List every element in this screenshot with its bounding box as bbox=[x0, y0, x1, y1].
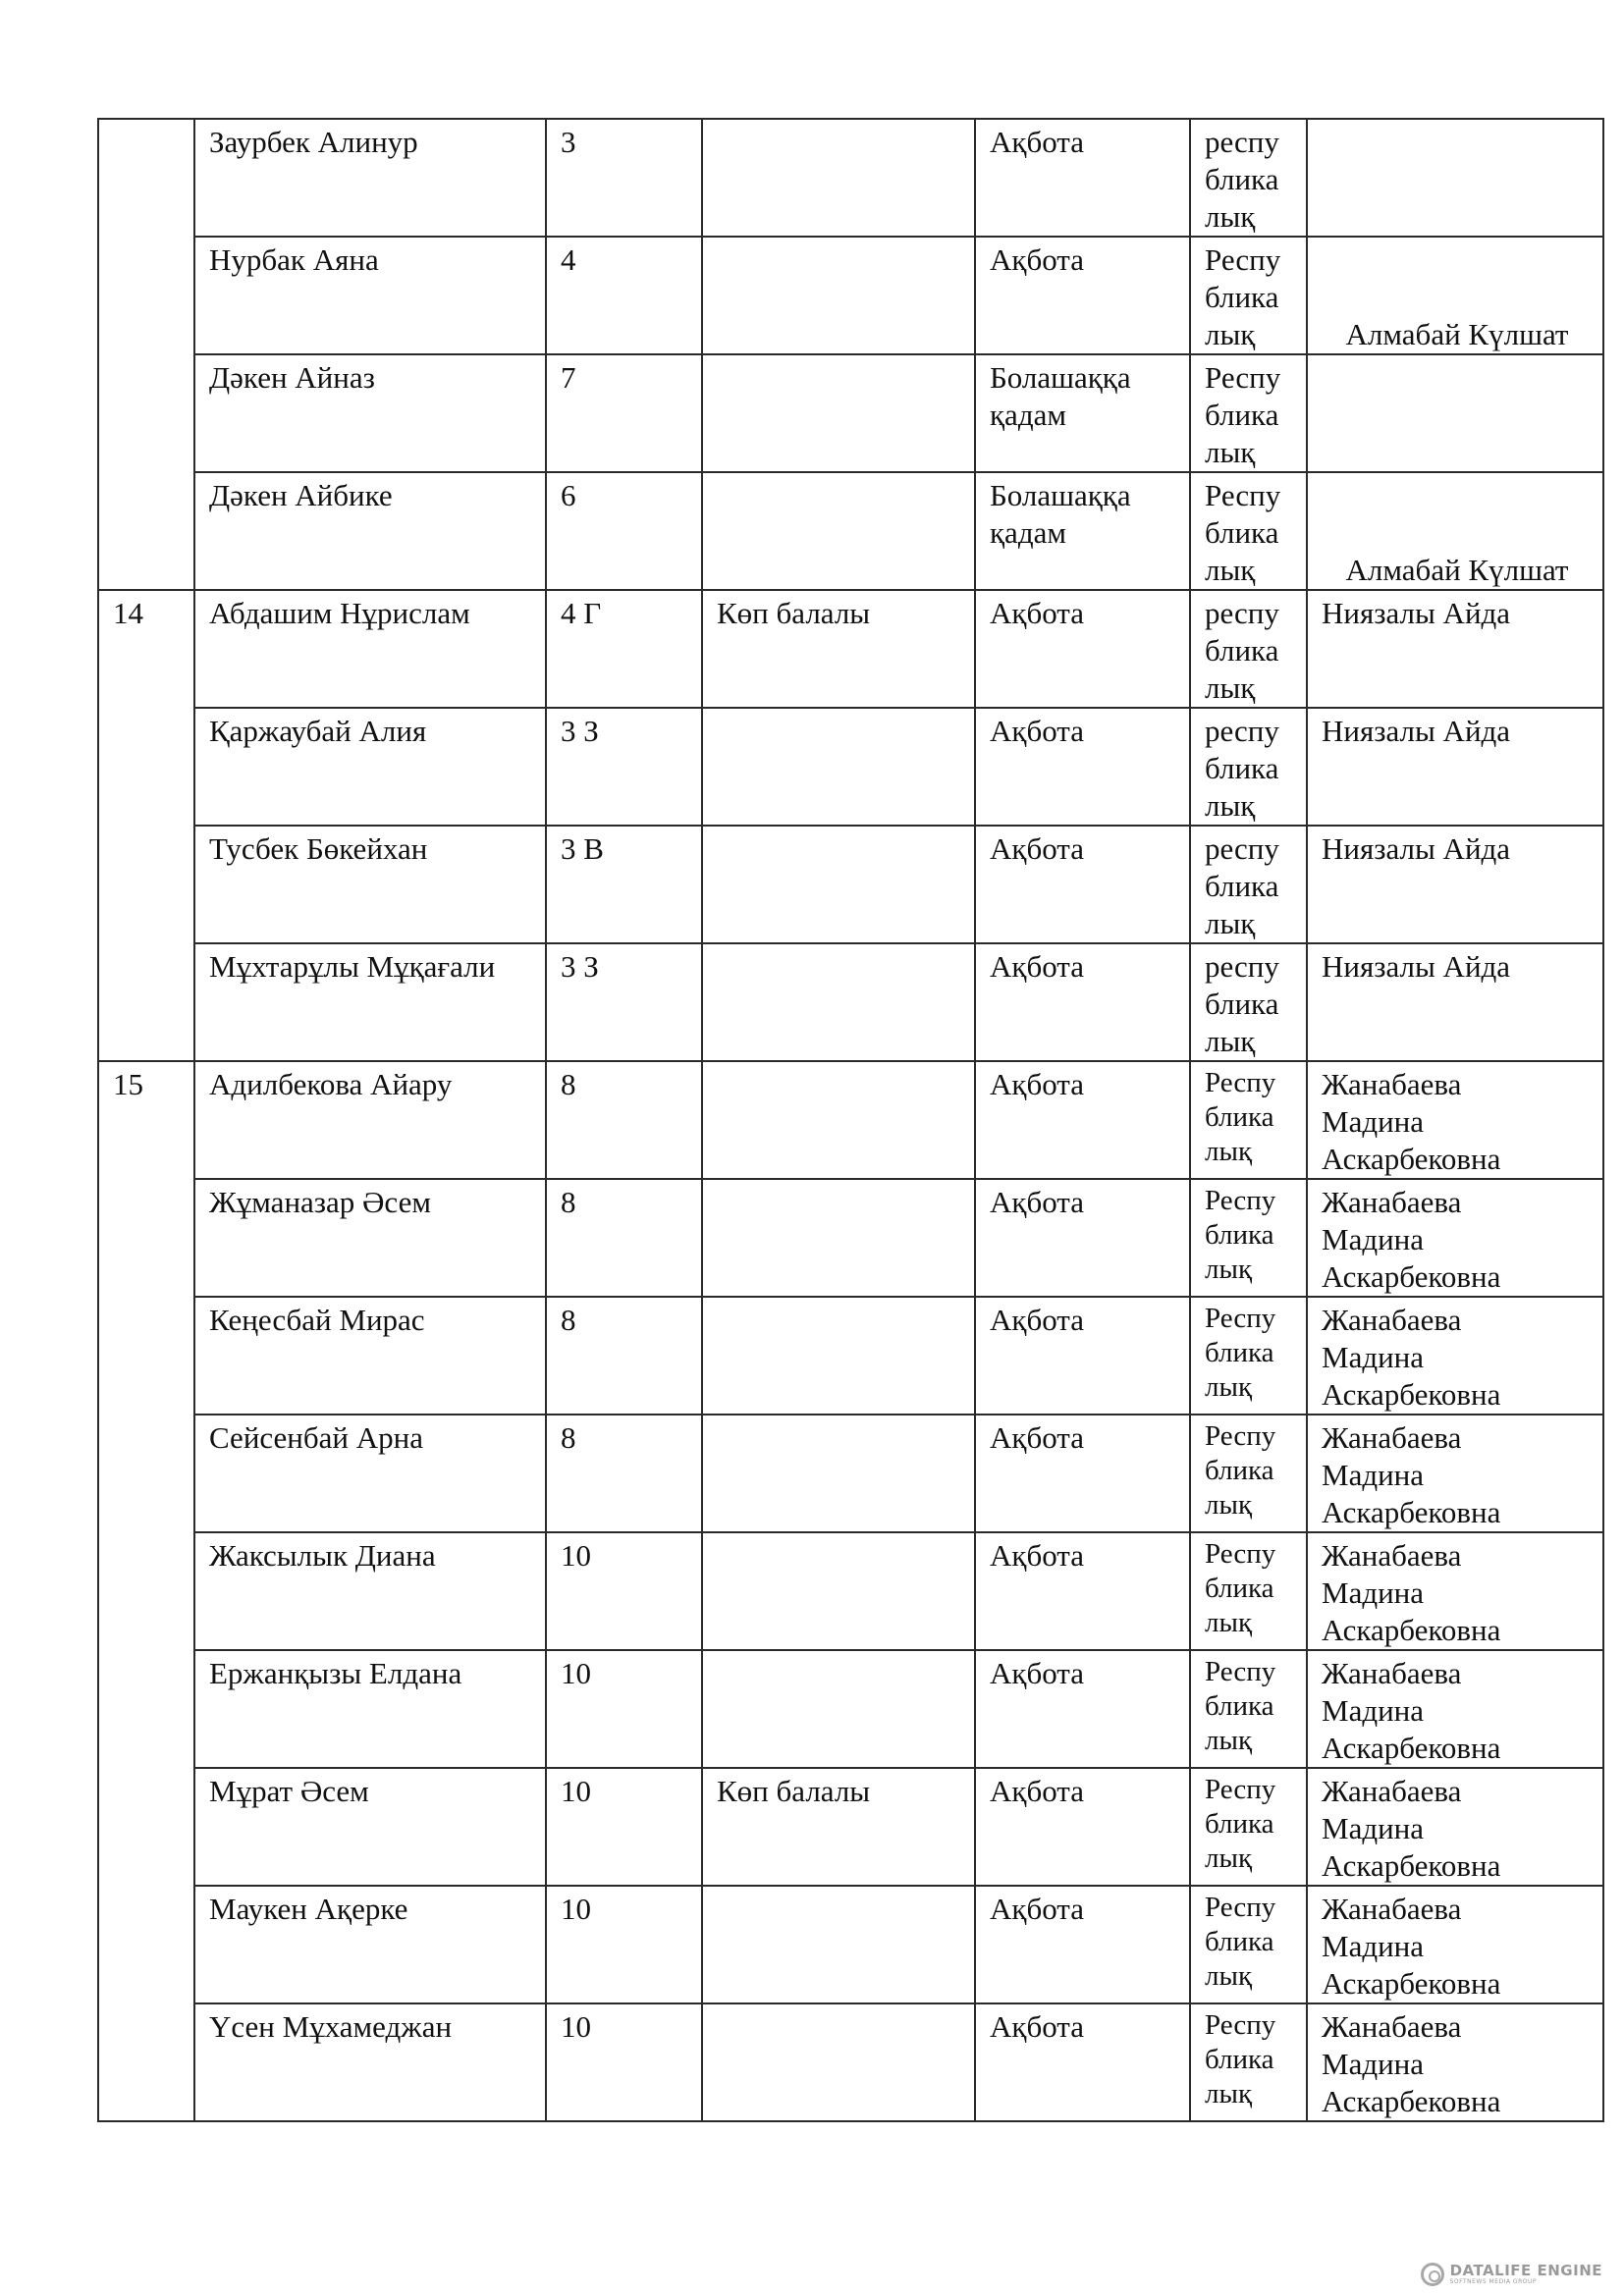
table-row bbox=[98, 1650, 1603, 1768]
supervisor-text-line: Аскарбековна bbox=[1322, 1377, 1501, 1412]
supervisor-cell bbox=[1307, 1297, 1603, 1415]
supervisor-text-line: Аскарбековна bbox=[1322, 1142, 1501, 1176]
table-row bbox=[98, 2003, 1603, 2121]
level-text-line: Респу bbox=[1205, 1067, 1276, 1098]
category-cell bbox=[702, 2003, 975, 2121]
supervisor-cell bbox=[1307, 237, 1603, 354]
level-cell bbox=[1190, 826, 1307, 943]
project-cell: Ақбота bbox=[975, 1415, 1190, 1532]
grade-cell: 3 bbox=[546, 119, 702, 237]
level-text-line: блика bbox=[1205, 2044, 1274, 2075]
supervisor-text-line: Жанабаева bbox=[1322, 2009, 1462, 2044]
level-text-line: лық bbox=[1205, 1842, 1253, 1874]
supervisor-text-line: Жанабаева bbox=[1322, 1656, 1462, 1690]
level-text-line: респу bbox=[1205, 125, 1279, 159]
level-text-line: блика bbox=[1205, 1926, 1274, 1957]
supervisor-text-line: Мадина bbox=[1322, 1340, 1425, 1374]
student-name-cell: Заурбек Алинур bbox=[194, 119, 546, 237]
level-text-line: блика bbox=[1205, 1337, 1274, 1368]
grade-cell: 8 bbox=[546, 1415, 702, 1532]
project-cell: Ақбота bbox=[975, 590, 1190, 708]
supervisor-text-line: Мадина bbox=[1322, 1811, 1425, 1845]
supervisor-text-line: Мадина bbox=[1322, 1929, 1425, 1963]
level-text-line: блика bbox=[1205, 515, 1279, 550]
level-text-line: лық bbox=[1205, 553, 1256, 587]
level-text-line: лық bbox=[1205, 1371, 1253, 1403]
level-text-line: блика bbox=[1205, 633, 1279, 667]
table-row bbox=[98, 354, 1603, 472]
supervisor-cell bbox=[1307, 708, 1603, 826]
level-text-line: лық bbox=[1205, 435, 1256, 469]
grade-cell: 10 bbox=[546, 1886, 702, 2003]
level-text-line: лық bbox=[1205, 1489, 1253, 1521]
student-name-cell: Үсен Мұхамеджан bbox=[194, 2003, 546, 2121]
level-text-line: блика bbox=[1205, 1690, 1274, 1722]
project-cell: Ақбота bbox=[975, 1179, 1190, 1297]
grade-cell: 8 bbox=[546, 1297, 702, 1415]
grade-cell: 7 bbox=[546, 354, 702, 472]
category-cell bbox=[702, 826, 975, 943]
level-text-line: Респу bbox=[1205, 1420, 1276, 1452]
project-cell: Ақбота bbox=[975, 826, 1190, 943]
project-cell: Ақбота bbox=[975, 1886, 1190, 2003]
student-name-cell: Сейсенбай Арна bbox=[194, 1415, 546, 1532]
supervisor-text: Алмабай Күлшат bbox=[1345, 317, 1569, 351]
grade-cell: 8 bbox=[546, 1061, 702, 1179]
watermark bbox=[1421, 2263, 1602, 2286]
level-cell bbox=[1190, 1650, 1307, 1768]
table-row bbox=[98, 590, 1603, 708]
supervisor-text-line: Жанабаева bbox=[1322, 1067, 1462, 1101]
table-row bbox=[98, 119, 1603, 237]
student-name-cell: Жаксылык Диана bbox=[194, 1532, 546, 1650]
group-number-cell bbox=[98, 119, 194, 590]
level-text-line: блика bbox=[1205, 869, 1279, 903]
level-cell bbox=[1190, 1061, 1307, 1179]
supervisor-text-line: Жанабаева bbox=[1322, 1420, 1462, 1455]
supervisor-cell bbox=[1307, 354, 1603, 472]
grade-cell: 10 bbox=[546, 1650, 702, 1768]
supervisor-text: Ниязалы Айда bbox=[1322, 714, 1511, 748]
table-row bbox=[98, 1061, 1603, 1179]
level-cell bbox=[1190, 1415, 1307, 1532]
table-row bbox=[98, 472, 1603, 590]
table-row bbox=[98, 1886, 1603, 2003]
grade-cell: 6 bbox=[546, 472, 702, 590]
supervisor-text-line: Аскарбековна bbox=[1322, 1495, 1501, 1529]
grade-cell: 8 bbox=[546, 1179, 702, 1297]
level-text-line: лық bbox=[1205, 317, 1256, 351]
supervisor-text: Ниязалы Айда bbox=[1322, 949, 1511, 984]
level-text-line: блика bbox=[1205, 751, 1279, 785]
level-text-line: лық bbox=[1205, 1254, 1253, 1285]
supervisor-text-line: Жанабаева bbox=[1322, 1892, 1462, 1926]
student-name-cell: Ержанқызы Елдана bbox=[194, 1650, 546, 1768]
supervisor-text-line: Жанабаева bbox=[1322, 1303, 1462, 1337]
supervisor-cell bbox=[1307, 1532, 1603, 1650]
category-cell: Көп балалы bbox=[702, 1768, 975, 1886]
level-text-line: лық bbox=[1205, 1725, 1253, 1756]
supervisor-text-line: Жанабаева bbox=[1322, 1774, 1462, 1808]
group-number-cell: 14 bbox=[98, 590, 194, 1061]
level-text-line: Респу bbox=[1205, 1303, 1276, 1334]
level-text-line: лық bbox=[1205, 199, 1256, 234]
level-text-line: Респу bbox=[1205, 1774, 1276, 1805]
level-text-line: блика bbox=[1205, 162, 1279, 196]
category-cell bbox=[702, 237, 975, 354]
level-text-line: респу bbox=[1205, 714, 1279, 748]
project-cell: Ақбота bbox=[975, 119, 1190, 237]
supervisor-text-line: Мадина bbox=[1322, 1458, 1425, 1492]
student-name-cell: Мұрат Әсем bbox=[194, 1768, 546, 1886]
student-name-cell: Маукен Ақерке bbox=[194, 1886, 546, 2003]
level-cell bbox=[1190, 590, 1307, 708]
level-cell bbox=[1190, 1886, 1307, 2003]
level-text-line: лық bbox=[1205, 1024, 1256, 1058]
category-cell bbox=[702, 1061, 975, 1179]
supervisor-text: Ниязалы Айда bbox=[1322, 596, 1511, 630]
level-cell bbox=[1190, 354, 1307, 472]
project-cell: Ақбота bbox=[975, 2003, 1190, 2121]
datalife-logo-icon bbox=[1421, 2263, 1444, 2286]
category-cell bbox=[702, 1179, 975, 1297]
level-cell bbox=[1190, 472, 1307, 590]
level-cell bbox=[1190, 119, 1307, 237]
category-cell bbox=[702, 1532, 975, 1650]
category-cell bbox=[702, 1297, 975, 1415]
project-cell: Ақбота bbox=[975, 1297, 1190, 1415]
level-text-line: блика bbox=[1205, 398, 1279, 432]
level-text-line: лық bbox=[1205, 1960, 1253, 1992]
student-name-cell: Тусбек Бөкейхан bbox=[194, 826, 546, 943]
grade-cell: 3 З bbox=[546, 708, 702, 826]
level-cell bbox=[1190, 1532, 1307, 1650]
table-row bbox=[98, 1768, 1603, 1886]
student-name-cell: Абдашим Нұрислам bbox=[194, 590, 546, 708]
level-text-line: респу bbox=[1205, 831, 1279, 866]
table-row bbox=[98, 1415, 1603, 1532]
supervisor-text-line: Аскарбековна bbox=[1322, 1259, 1501, 1294]
category-cell bbox=[702, 1886, 975, 2003]
supervisor-text-line: Мадина bbox=[1322, 2047, 1425, 2081]
level-text-line: блика bbox=[1205, 280, 1279, 314]
level-text-line: блика bbox=[1205, 1573, 1274, 1604]
level-cell bbox=[1190, 2003, 1307, 2121]
level-text-line: лық bbox=[1205, 1607, 1253, 1638]
table-row bbox=[98, 1179, 1603, 1297]
supervisor-text-line: Мадина bbox=[1322, 1693, 1425, 1728]
grade-cell: 10 bbox=[546, 1768, 702, 1886]
student-name-cell: Қаржаубай Алия bbox=[194, 708, 546, 826]
supervisor-text-line: Мадина bbox=[1322, 1104, 1425, 1139]
level-text-line: блика bbox=[1205, 1808, 1274, 1840]
supervisor-cell bbox=[1307, 2003, 1603, 2121]
student-name-cell: Мұхтарұлы Мұқағали bbox=[194, 943, 546, 1061]
level-text-line: Респу bbox=[1205, 1892, 1276, 1923]
student-name-cell: Дәкен Айбике bbox=[194, 472, 546, 590]
supervisor-cell bbox=[1307, 1061, 1603, 1179]
grade-cell: 3 З bbox=[546, 943, 702, 1061]
level-text-line: Респу bbox=[1205, 478, 1281, 512]
participants-table bbox=[97, 118, 1604, 2122]
supervisor-text: Ниязалы Айда bbox=[1322, 831, 1511, 866]
table-row bbox=[98, 1297, 1603, 1415]
supervisor-text-line: Аскарбековна bbox=[1322, 1848, 1501, 1883]
level-cell bbox=[1190, 943, 1307, 1061]
category-cell bbox=[702, 943, 975, 1061]
table-row bbox=[98, 708, 1603, 826]
watermark-subtitle: SOFTNEWS MEDIA GROUP bbox=[1449, 2278, 1537, 2285]
category-cell bbox=[702, 1415, 975, 1532]
category-cell bbox=[702, 708, 975, 826]
grade-cell: 4 Г bbox=[546, 590, 702, 708]
project-cell: Ақбота bbox=[975, 708, 1190, 826]
supervisor-text-line: Аскарбековна bbox=[1322, 1613, 1501, 1647]
level-cell bbox=[1190, 708, 1307, 826]
supervisor-cell bbox=[1307, 590, 1603, 708]
grade-cell: 10 bbox=[546, 2003, 702, 2121]
level-text-line: Респу bbox=[1205, 1538, 1276, 1570]
level-text-line: лық bbox=[1205, 1136, 1253, 1167]
table-row bbox=[98, 826, 1603, 943]
supervisor-text-line: Мадина bbox=[1322, 1575, 1425, 1610]
grade-cell: 10 bbox=[546, 1532, 702, 1650]
student-name-cell: Нурбак Аяна bbox=[194, 237, 546, 354]
level-text-line: Респу bbox=[1205, 2009, 1276, 2041]
level-text-line: лық bbox=[1205, 670, 1256, 705]
table-row bbox=[98, 237, 1603, 354]
watermark-title: DATALIFE ENGINE bbox=[1449, 2262, 1602, 2279]
level-text-line: лық bbox=[1205, 788, 1256, 823]
level-text-line: лық bbox=[1205, 2078, 1253, 2109]
project-cell: Болашаққа қадам bbox=[975, 354, 1190, 472]
supervisor-cell bbox=[1307, 1886, 1603, 2003]
supervisor-cell bbox=[1307, 1650, 1603, 1768]
supervisor-cell bbox=[1307, 1179, 1603, 1297]
supervisor-text-line: Аскарбековна bbox=[1322, 1731, 1501, 1765]
supervisor-cell bbox=[1307, 1415, 1603, 1532]
level-text-line: блика bbox=[1205, 1455, 1274, 1486]
supervisor-text: Алмабай Күлшат bbox=[1345, 553, 1569, 587]
supervisor-text-line: Жанабаева bbox=[1322, 1538, 1462, 1573]
level-text-line: блика bbox=[1205, 987, 1279, 1021]
project-cell: Ақбота bbox=[975, 1650, 1190, 1768]
student-name-cell: Кеңесбай Мирас bbox=[194, 1297, 546, 1415]
level-text-line: Респу bbox=[1205, 242, 1281, 277]
group-number-cell: 15 bbox=[98, 1061, 194, 2121]
level-text-line: респу bbox=[1205, 949, 1279, 984]
grade-cell: 3 В bbox=[546, 826, 702, 943]
level-cell bbox=[1190, 1768, 1307, 1886]
table-row bbox=[98, 943, 1603, 1061]
category-cell bbox=[702, 119, 975, 237]
level-cell bbox=[1190, 1179, 1307, 1297]
project-cell: Ақбота bbox=[975, 943, 1190, 1061]
student-name-cell: Адилбекова Айару bbox=[194, 1061, 546, 1179]
supervisor-cell bbox=[1307, 943, 1603, 1061]
category-cell bbox=[702, 354, 975, 472]
level-cell bbox=[1190, 1297, 1307, 1415]
level-text-line: лық bbox=[1205, 906, 1256, 940]
supervisor-cell bbox=[1307, 1768, 1603, 1886]
level-text-line: блика bbox=[1205, 1219, 1274, 1251]
student-name-cell: Жұманазар Әсем bbox=[194, 1179, 546, 1297]
supervisor-cell bbox=[1307, 472, 1603, 590]
level-text-line: Респу bbox=[1205, 1185, 1276, 1216]
project-cell: Ақбота bbox=[975, 1061, 1190, 1179]
level-cell bbox=[1190, 237, 1307, 354]
student-name-cell: Дәкен Айназ bbox=[194, 354, 546, 472]
category-cell bbox=[702, 1650, 975, 1768]
level-text-line: блика bbox=[1205, 1101, 1274, 1133]
supervisor-text-line: Аскарбековна bbox=[1322, 1966, 1501, 2001]
level-text-line: Респу bbox=[1205, 360, 1281, 395]
supervisor-cell bbox=[1307, 826, 1603, 943]
category-cell bbox=[702, 472, 975, 590]
supervisor-text-line: Мадина bbox=[1322, 1222, 1425, 1256]
supervisor-cell bbox=[1307, 119, 1603, 237]
table-row bbox=[98, 1532, 1603, 1650]
project-cell: Ақбота bbox=[975, 1532, 1190, 1650]
level-text-line: Респу bbox=[1205, 1656, 1276, 1687]
project-cell: Болашаққа қадам bbox=[975, 472, 1190, 590]
project-cell: Ақбота bbox=[975, 237, 1190, 354]
category-cell: Көп балалы bbox=[702, 590, 975, 708]
supervisor-text-line: Аскарбековна bbox=[1322, 2084, 1501, 2118]
grade-cell: 4 bbox=[546, 237, 702, 354]
supervisor-text-line: Жанабаева bbox=[1322, 1185, 1462, 1219]
table-body bbox=[98, 119, 1603, 2121]
level-text-line: респу bbox=[1205, 596, 1279, 630]
project-cell: Ақбота bbox=[975, 1768, 1190, 1886]
